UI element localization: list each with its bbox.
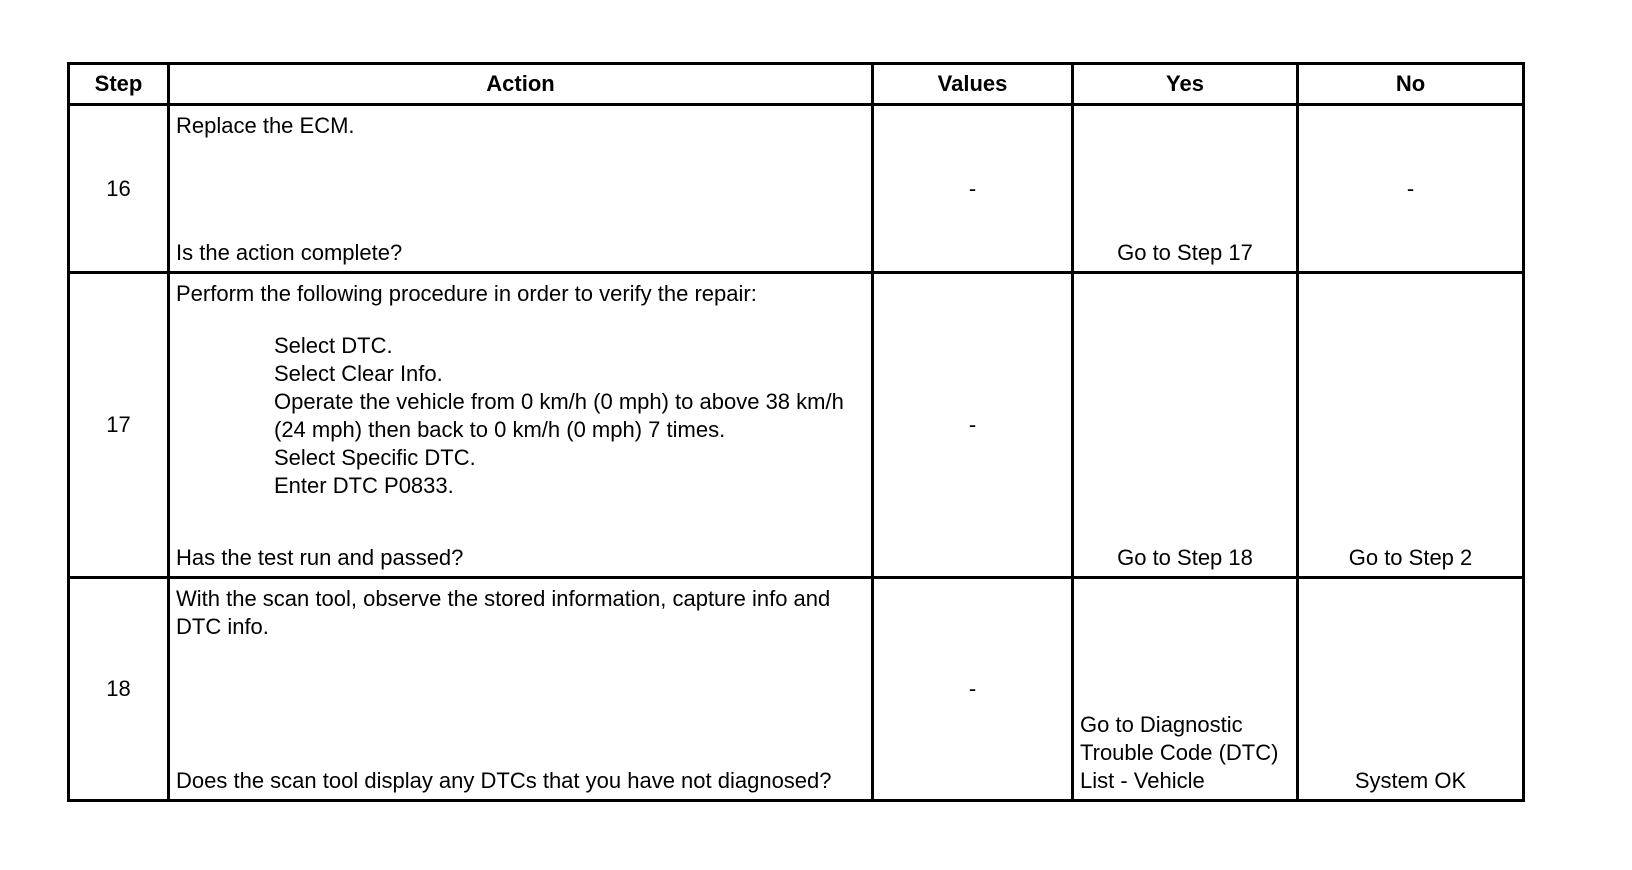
values-cell: - <box>873 578 1073 801</box>
values-cell: - <box>873 105 1073 273</box>
yes-text: Go to Diagnostic Trouble Code (DTC) List - Vehicle <box>1080 712 1279 793</box>
yes-cell <box>1073 105 1298 273</box>
diagnostic-table <box>67 62 1525 802</box>
values-cell: - <box>873 273 1073 578</box>
action-step-item: Select Clear Info. <box>274 361 443 386</box>
no-cell: - <box>1298 105 1524 273</box>
step-number: 17 <box>69 273 169 578</box>
no-text: Go to Step 2 <box>1348 545 1473 570</box>
action-cell <box>169 273 873 578</box>
action-question: Has the test run and passed? <box>176 545 464 570</box>
action-intro: Replace the ECM. <box>176 113 355 138</box>
yes-cell <box>1073 273 1298 578</box>
header-values: Values <box>873 64 1073 105</box>
action-step-item: Select Specific DTC. <box>274 445 476 470</box>
action-cell <box>169 578 873 801</box>
yes-cell <box>1073 578 1298 801</box>
action-intro: Perform the following procedure in order to verify the repair: <box>176 281 757 306</box>
action-step-item: Operate the vehicle from 0 km/h (0 mph) to above 38 km/h (24 mph) then back to 0 km/h (0 mph) 7 times. <box>274 389 844 442</box>
action-intro: With the scan tool, observe the stored information, capture info and DTC info. <box>176 586 831 639</box>
yes-text: Go to Step 17 <box>1117 240 1253 265</box>
action-cell <box>169 105 873 273</box>
action-question: Is the action complete? <box>176 240 403 265</box>
step-number: 16 <box>69 105 169 273</box>
table-row <box>69 105 1524 273</box>
action-question: Does the scan tool display any DTCs that you have not diagnosed? <box>176 768 832 793</box>
yes-text: Go to Step 18 <box>1117 545 1253 570</box>
header-no: No <box>1298 64 1524 105</box>
action-steps-list <box>176 332 865 500</box>
action-step-item: Enter DTC P0833. <box>274 473 454 498</box>
header-row <box>69 64 1524 105</box>
table-row <box>69 273 1524 578</box>
no-cell <box>1298 273 1524 578</box>
no-text: System OK <box>1354 768 1467 793</box>
no-cell <box>1298 578 1524 801</box>
header-action: Action <box>169 64 873 105</box>
table-row <box>69 578 1524 801</box>
header-step: Step <box>69 64 169 105</box>
step-number: 18 <box>69 578 169 801</box>
action-step-item: Select DTC. <box>274 333 393 358</box>
header-yes: Yes <box>1073 64 1298 105</box>
